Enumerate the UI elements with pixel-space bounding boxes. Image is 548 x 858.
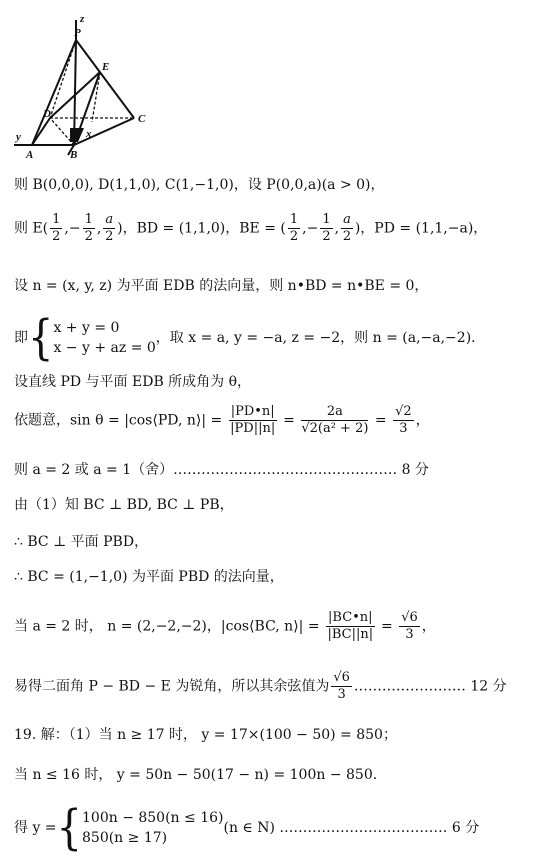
line-cos-bc-n: 当 a = 2 时， n = (2,−2,−2)，|cos⟨BC, n⟩| = $\frac{|BC•n|}{|BC||n|}$ = $\frac{√6}{3}$ ， (14, 610, 436, 642)
frac-bc-n: $\frac{|BC•n|}{|BC||n|}$ (327, 610, 374, 642)
piecewise-system: 100n − 850(n ≤ 16) 850(n ≥ 17) (82, 810, 224, 846)
e-prefix: 则 E( (14, 220, 49, 237)
be-middle: )，BD = (1,1,0)，BE = ( (117, 220, 286, 237)
line-coordinates: 则 B(0,0,0), D(1,1,0), C(1,−1,0)，设 P(0,0,a)(a > 0)， (14, 177, 385, 193)
frac-half-2: $\frac{1}{2}$ (84, 212, 93, 244)
line-n-le-16: 当 n ≤ 16 时， y = 50n − 50(17 − n) = 100n − 850． (14, 767, 387, 783)
system-prefix: 即 (14, 330, 28, 346)
equation-system: x + y = 0 x − y + az = 0 (53, 320, 156, 356)
label-A: A (26, 149, 34, 160)
system-suffix: ，取 x = a, y = −a, z = −2，则 n = (a,−a,−2)． (155, 330, 486, 346)
frac-half-4: $\frac{1}{2}$ (322, 212, 331, 244)
line-system (14, 310, 486, 366)
line-piecewise: 得 y ={ 100n − 850(n ≤ 16) 850(n ≥ 17) (n ∈ N) ……………………………… 6 分 (14, 800, 480, 856)
frac-a-half-2: $\frac{a}{2}$ (342, 212, 352, 244)
label-C: C (138, 113, 146, 125)
frac-sqrt6-3-b: $\frac{√6}{3}$ (333, 670, 350, 702)
piecewise-brace: { (56, 800, 82, 856)
line-angle-def: 设直线 PD 与平面 EDB 所成角为 θ， (14, 374, 252, 390)
frac-a-half: $\frac{a}{2}$ (105, 212, 114, 244)
left-brace: { (28, 310, 54, 366)
line-a-value: 则 a = 2 或 a = 1（舍）………………………………………… 8 分 (14, 462, 429, 478)
line-q19: 19. 解：（1）当 n ≥ 17 时， y = 17×(100 − 50) = 850； (14, 727, 397, 743)
line-dihedral: 易得二面角 P − BD − E 为锐角，所以其余弦值为 $\frac{√6}{3}$ …………………… 12 分 (14, 670, 507, 702)
label-y: y (16, 131, 21, 143)
label-P: P (74, 27, 81, 39)
edge-PC (76, 40, 134, 118)
frac-sqrt2-3: $\frac{√2}{3}$ (395, 404, 412, 436)
label-B: B (70, 149, 78, 160)
frac-2a: $\frac{2a}{\text{√2(a² + 2)}}$ (301, 404, 369, 436)
edge-PA (32, 40, 76, 145)
line-normal-vector: 设 n = (x, y, z) 为平面 EDB 的法向量，则 n•BD = n•BE = 0， (14, 278, 429, 294)
pd-suffix: )，PD = (1,1,−a)， (354, 220, 488, 237)
frac-half-1: $\frac{1}{2}$ (52, 212, 61, 244)
line-sin-theta: 依题意，sin θ = |cos⟨PD, n⟩| = $\frac{|PD•n|}{|PD||n|}$ = $\frac{2a}{\text{√2(a² + 2)}}$ = $\frac{√2}{3}$ ， (14, 404, 430, 436)
line-bc-normal: ∴ BC = (1,−1,0) 为平面 PBD 的法向量， (14, 569, 284, 585)
shaded-region (70, 128, 84, 142)
label-z: z (80, 13, 85, 25)
line-perpendicular: 由（1）知 BC ⊥ BD, BC ⊥ PB， (14, 497, 234, 513)
line-E-vectors: 则 E( $\frac{1}{2}$ ,− $\frac{1}{2}$ , $\frac{a}{2}$ )，BD = (1,1,0)，BE = ( $\frac{1}{2}$ ,− $\frac{1}{2}$ , $\frac{a}{2}$ )，PD = (1,1,−a)， (14, 212, 488, 244)
pyramid-figure (12, 10, 172, 160)
line-bc-perp-plane: ∴ BC ⊥ 平面 PBD， (14, 534, 149, 550)
label-x: x (86, 128, 92, 140)
frac-pd-n: $\frac{|PD•n|}{|PD||n|}$ (230, 404, 276, 436)
frac-half-3: $\frac{1}{2}$ (289, 212, 299, 244)
label-E: E (102, 61, 110, 73)
label-D: D (43, 108, 51, 120)
frac-sqrt6-3: $\frac{√6}{3}$ (401, 610, 418, 642)
